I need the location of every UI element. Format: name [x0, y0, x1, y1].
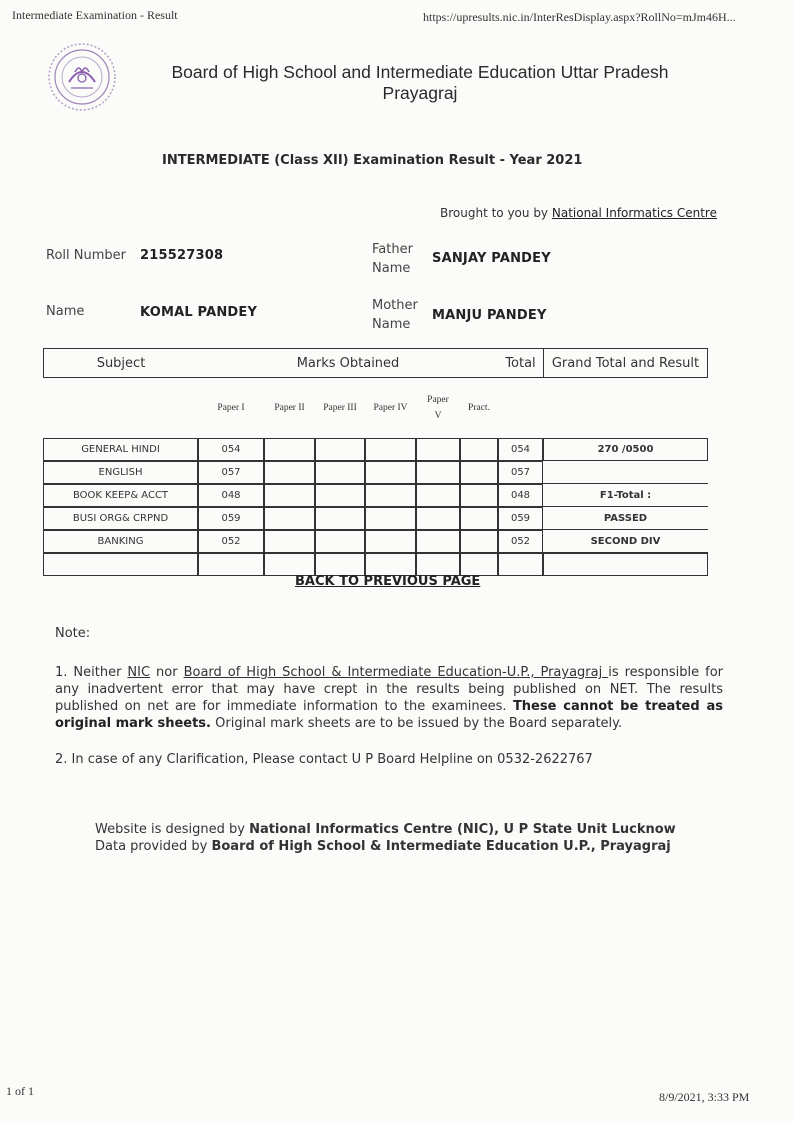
paper4-cell: [365, 484, 416, 507]
subheader-paper5-line1: Paper: [427, 395, 449, 405]
practical-cell: [460, 461, 498, 484]
paper5-cell: [416, 461, 460, 484]
print-page-number: 1 of 1: [6, 1084, 34, 1098]
roll-number-value: 215527308: [140, 248, 224, 263]
note-heading: Note:: [55, 626, 91, 641]
credits-prefix: Data provided by: [95, 839, 212, 854]
total-cell: 052: [498, 530, 543, 553]
subheader-paper4: Paper IV: [373, 403, 408, 413]
note-text: 1. Neither: [55, 665, 128, 680]
paper5-cell: [416, 553, 460, 576]
paper3-cell: [315, 484, 365, 507]
table-row-empty: [43, 553, 708, 576]
subheader-practical: Pract.: [468, 403, 490, 413]
note-text: Original mark sheets are to be issued by the Board separately.: [211, 716, 623, 731]
total-cell: 057: [498, 461, 543, 484]
father-label-line1: Father: [372, 242, 413, 257]
note-text: nor: [150, 665, 184, 680]
total-cell: [498, 553, 543, 576]
subheader-paper1: Paper I: [217, 403, 245, 413]
subheader-paper3: Paper III: [323, 403, 357, 413]
table-header-row: [43, 348, 708, 378]
col-header-total: Total: [498, 348, 543, 378]
credits-line2: [95, 838, 676, 855]
table-row: [43, 461, 708, 484]
practical-cell: [460, 438, 498, 461]
board-name-line1: Board of High School and Intermediate Education Uttar Pradesh: [171, 62, 669, 82]
mother-name-value: MANJU PANDEY: [432, 308, 547, 323]
paper2-cell: [264, 553, 315, 576]
total-cell: 048: [498, 484, 543, 507]
board-name: [160, 62, 680, 104]
name-value: KOMAL PANDEY: [140, 305, 258, 320]
result-cell: [543, 553, 708, 576]
paper1-cell: 048: [198, 484, 264, 507]
paper3-cell: [315, 530, 365, 553]
credits: [95, 821, 676, 855]
paper2-cell: [264, 438, 315, 461]
brought-by-prefix: Brought to you by: [440, 206, 552, 220]
practical-cell: [460, 484, 498, 507]
table-row: [43, 484, 708, 507]
paper4-cell: [365, 438, 416, 461]
father-label-line2: Name: [372, 261, 411, 276]
result-cell: [543, 461, 708, 484]
subheader-paper2: Paper II: [274, 403, 305, 413]
paper1-cell: [198, 553, 264, 576]
table-subheader-row: [43, 378, 708, 438]
division-value: SECOND DIV: [543, 530, 708, 553]
nic-link[interactable]: National Informatics Centre: [551, 206, 717, 220]
paper4-cell: [365, 530, 416, 553]
paper1-cell: 054: [198, 438, 264, 461]
name-label: Name: [46, 304, 85, 319]
up-emblem-logo: [47, 42, 117, 112]
credits-nic: National Informatics Centre (NIC), U P State Unit Lucknow: [249, 822, 676, 837]
print-header-url: https://upresults.nic.in/InterResDisplay.aspx?RollNo=mJm46H...: [423, 10, 736, 24]
paper1-cell: 059: [198, 507, 264, 530]
table-row: [43, 530, 708, 553]
practical-cell: [460, 507, 498, 530]
credits-line1: [95, 821, 676, 838]
print-timestamp: 8/9/2021, 3:33 PM: [659, 1090, 750, 1104]
subheader-paper5-line2: V: [434, 411, 442, 421]
subject-cell: BANKING: [43, 530, 198, 553]
subject-cell: [43, 553, 198, 576]
result-status: PASSED: [543, 507, 708, 530]
board-link-inline[interactable]: Board of High School & Intermediate Education-U.P., Prayagraj: [183, 665, 609, 680]
paper3-cell: [315, 507, 365, 530]
table-row: [43, 507, 708, 530]
table-row: [43, 438, 708, 461]
note-paragraph-2: 2. In case of any Clarification, Please contact U P Board Helpline on 0532-2622767: [55, 752, 593, 767]
col-header-marks: Marks Obtained: [198, 348, 498, 378]
subject-cell: BOOK KEEP& ACCT: [43, 484, 198, 507]
mother-label-line1: Mother: [372, 298, 418, 313]
paper4-cell: [365, 507, 416, 530]
note-text: is responsible for any inadvertent error that may have crept in the results being published on NET. The results published on net are for immediate information to the examinees.: [55, 665, 723, 714]
paper2-cell: [264, 530, 315, 553]
subject-cell: ENGLISH: [43, 461, 198, 484]
paper3-cell: [315, 553, 365, 576]
f1-total-label: F1-Total :: [543, 484, 708, 507]
paper2-cell: [264, 507, 315, 530]
col-header-grand-total: Grand Total and Result: [543, 348, 708, 378]
mother-label-line2: Name: [372, 317, 411, 332]
subheader-empty: [43, 378, 198, 438]
paper3-cell: [315, 461, 365, 484]
father-name-value: SANJAY PANDEY: [432, 251, 551, 266]
marks-table: [43, 348, 708, 576]
note-emphasis: These cannot be treated as original mark sheets.: [55, 699, 723, 731]
practical-cell: [460, 530, 498, 553]
father-name-label: [372, 240, 413, 278]
back-to-previous-page-link[interactable]: BACK TO PREVIOUS PAGE: [295, 574, 481, 589]
total-cell: 059: [498, 507, 543, 530]
subheader-paper5: [416, 378, 460, 438]
paper4-cell: [365, 461, 416, 484]
paper4-cell: [365, 553, 416, 576]
exam-title: INTERMEDIATE (Class XII) Examination Result - Year 2021: [162, 153, 583, 168]
grand-total-value: 270 /0500: [543, 438, 708, 461]
paper5-cell: [416, 438, 460, 461]
practical-cell: [460, 553, 498, 576]
board-name-line2: Prayagraj: [382, 83, 458, 103]
note-paragraph-1: [55, 664, 723, 732]
paper1-cell: 057: [198, 461, 264, 484]
nic-link-inline[interactable]: NIC: [127, 665, 151, 680]
paper1-cell: 052: [198, 530, 264, 553]
paper2-cell: [264, 484, 315, 507]
paper2-cell: [264, 461, 315, 484]
paper5-cell: [416, 530, 460, 553]
credits-prefix: Website is designed by: [95, 822, 250, 837]
brought-by: [440, 206, 717, 220]
mother-name-label: [372, 296, 418, 334]
col-header-subject: Subject: [43, 348, 198, 378]
subheader-total-empty: [498, 378, 543, 438]
subheader-grand-empty: [543, 378, 708, 438]
subject-cell: BUSI ORG& CRPND: [43, 507, 198, 530]
paper5-cell: [416, 484, 460, 507]
paper3-cell: [315, 438, 365, 461]
paper5-cell: [416, 507, 460, 530]
subject-cell: GENERAL HINDI: [43, 438, 198, 461]
print-header-title: Intermediate Examination - Result: [12, 8, 178, 22]
total-cell: 054: [498, 438, 543, 461]
roll-number-label: Roll Number: [46, 248, 126, 263]
credits-board: Board of High School & Intermediate Education U.P., Prayagraj: [211, 839, 671, 854]
